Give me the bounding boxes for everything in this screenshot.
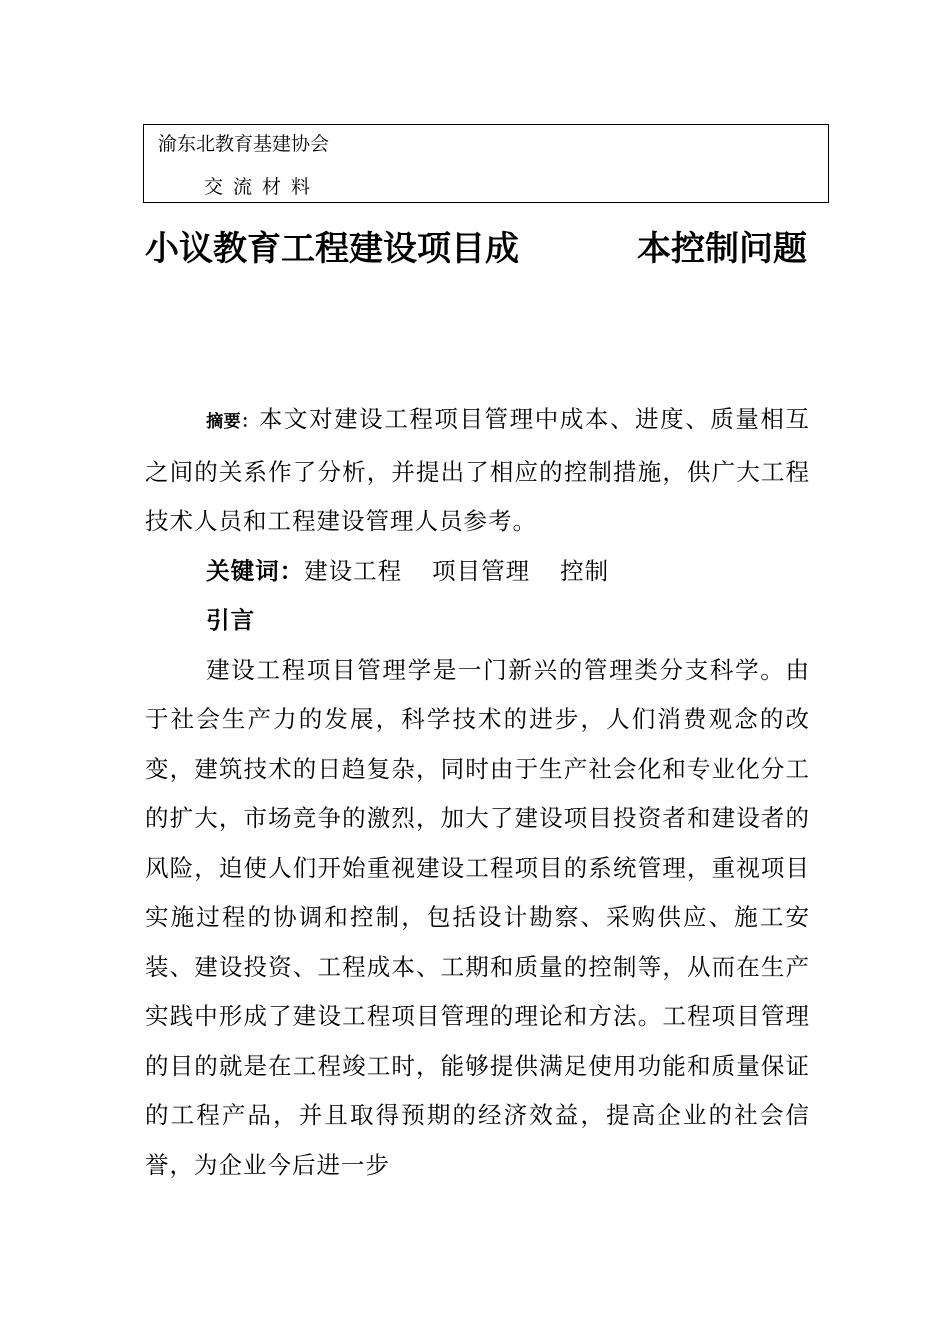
body-text (145, 395, 810, 1190)
keywords-label: 关键词： (206, 556, 305, 585)
keyword-item: 控制 (560, 556, 610, 585)
abstract-text: 本文对建设工程项目管理中成本、进度、质量相互之间的关系作了分析，并提出了相应的控制措施，供广大工程技术人员和工程建设管理人员参考。 (145, 405, 811, 535)
section-heading-introduction: 引言 (206, 606, 256, 634)
abstract-label: 摘要： (206, 412, 259, 432)
header-box (143, 124, 829, 203)
title-part-2: 本控制问题 (637, 229, 807, 269)
keyword-item: 建设工程 (304, 556, 403, 585)
document-title (145, 224, 825, 274)
introduction-paragraph: 建设工程项目管理学是一门新兴的管理类分支科学。由于社会生产力的发展，科学技术的进步，人们消费观念的改变，建筑技术的日趋复杂，同时由于生产社会化和专业化分工的扩大，市场竞争的激烈，加大了建设项目投资者和建设者的风险，迫使人们开始重视建设工程项目的系统管理，重视项目实施过程的协调和控制，包括设计勘察、采购供应、施工安装、建设投资、工程成本、工期和质量的控制等，从而在生产实践中形成了建设工程项目管理的理论和方法。工程项目管理的目的就是在工程竣工时，能够提供满足使用功能和质量保证的工程产品，并且取得预期的经济效益，提高企业的社会信誉，为企业今后进一步 (145, 655, 810, 1179)
organization-name: 渝东北教育基建协会 (158, 133, 330, 155)
keywords-line (145, 547, 810, 597)
material-label: 交流材料 (204, 176, 321, 198)
keyword-item: 项目管理 (432, 556, 531, 585)
title-part-1: 小议教育工程建设项目成 (145, 229, 519, 269)
abstract-paragraph (145, 395, 810, 547)
